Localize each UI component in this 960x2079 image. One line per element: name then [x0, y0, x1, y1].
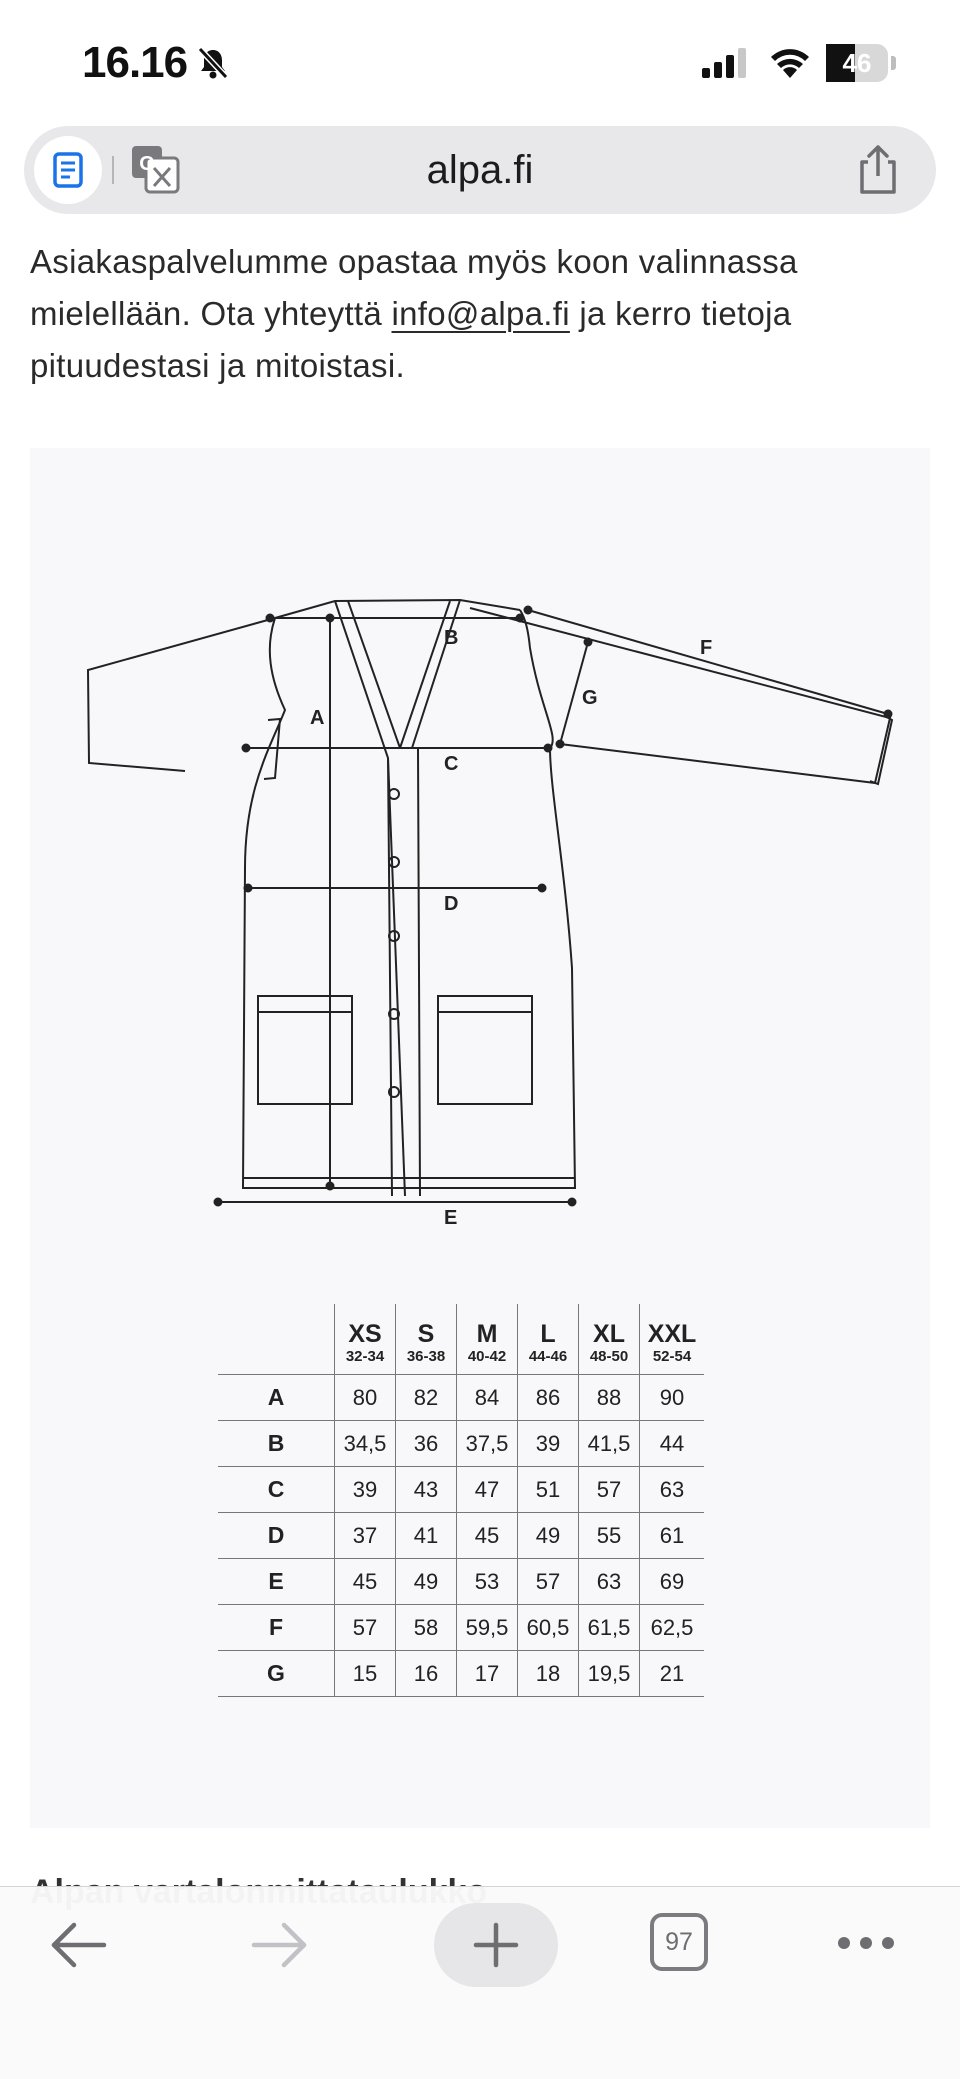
measure-value: 84: [457, 1375, 518, 1421]
measure-value: 88: [579, 1375, 640, 1421]
size-name: M: [476, 1320, 498, 1348]
section-heading: [30, 1866, 930, 1888]
measure-row-label: D: [218, 1513, 335, 1559]
size-range: 44-46: [528, 1348, 568, 1365]
size-column-header: [457, 1304, 518, 1375]
size-chart-figure: [30, 448, 930, 1828]
measure-row-label: G: [218, 1651, 335, 1697]
measure-value: 82: [396, 1375, 457, 1421]
reader-mode-button[interactable]: [34, 136, 102, 204]
measure-value: 39: [518, 1421, 579, 1467]
measure-value: 53: [457, 1559, 518, 1605]
measure-value: 49: [518, 1513, 579, 1559]
measure-value: 49: [396, 1559, 457, 1605]
measure-value: 69: [640, 1559, 705, 1605]
measure-value: 21: [640, 1651, 705, 1697]
battery-icon: [826, 44, 896, 82]
svg-text:G: G: [139, 153, 155, 175]
measure-label-f: F: [700, 637, 713, 659]
garment-diagram: [30, 448, 930, 1268]
measure-value: 41,5: [579, 1421, 640, 1467]
measure-value: 47: [457, 1467, 518, 1513]
collar: [335, 600, 460, 1196]
size-column-header: [640, 1304, 705, 1375]
table-row: [218, 1375, 704, 1421]
measure-value: 61: [640, 1513, 705, 1559]
forward-arrow-icon[interactable]: [248, 1917, 312, 1973]
size-column-header: [335, 1304, 396, 1375]
size-name: XXL: [647, 1320, 697, 1348]
measure-row-label: C: [218, 1467, 335, 1513]
new-tab-button[interactable]: [434, 1903, 558, 1987]
measure-label-d: D: [444, 893, 459, 915]
more-icon[interactable]: [836, 1933, 896, 1953]
measure-value: 36: [396, 1421, 457, 1467]
size-name: XL: [593, 1320, 625, 1348]
measure-value: 43: [396, 1467, 457, 1513]
table-row: [218, 1651, 704, 1697]
body-outline: [243, 610, 575, 1188]
button: [389, 857, 399, 867]
measure-value: 55: [579, 1513, 640, 1559]
reader-mode-icon: [52, 152, 84, 188]
measure-value: 44: [640, 1421, 705, 1467]
button: [389, 789, 399, 799]
table-row: [218, 1605, 704, 1651]
measure-value: 59,5: [457, 1605, 518, 1651]
table-row: [218, 1513, 704, 1559]
measure-value: 37: [335, 1513, 396, 1559]
measure-value: 57: [579, 1467, 640, 1513]
status-time: 16.16: [82, 38, 188, 87]
intro-text-end: ja kerro tietoja pituudestasi ja mitoistasi.: [30, 295, 792, 384]
measure-value: 63: [579, 1559, 640, 1605]
size-name: L: [540, 1320, 556, 1348]
measure-value: 45: [457, 1513, 518, 1559]
measure-value: 57: [518, 1559, 579, 1605]
size-column-header: [579, 1304, 640, 1375]
measure-value: 19,5: [579, 1651, 640, 1697]
size-name: S: [417, 1320, 435, 1348]
measure-value: 62,5: [640, 1605, 705, 1651]
back-arrow-icon[interactable]: [46, 1917, 110, 1973]
size-table: [218, 1304, 704, 1697]
size-range: 32-34: [345, 1348, 385, 1365]
measure-value: 80: [335, 1375, 396, 1421]
share-icon[interactable]: [854, 144, 902, 196]
status-bar: [0, 0, 960, 120]
measure-value: 58: [396, 1605, 457, 1651]
measure-row-label: E: [218, 1559, 335, 1605]
measure-label-b: B: [444, 627, 459, 649]
measure-value: 57: [335, 1605, 396, 1651]
size-range: 40-42: [467, 1348, 507, 1365]
measure-label-g: G: [582, 687, 598, 709]
measure-value: 34,5: [335, 1421, 396, 1467]
size-column-header: [518, 1304, 579, 1375]
address-bar[interactable]: [24, 126, 936, 214]
measure-value: 63: [640, 1467, 705, 1513]
measure-value: 17: [457, 1651, 518, 1697]
measure-label-e: E: [444, 1207, 458, 1229]
size-column-header: [396, 1304, 457, 1375]
cellular-signal-icon: [700, 46, 752, 80]
table-row: [218, 1559, 704, 1605]
measure-label-c: C: [444, 753, 459, 775]
measure-value: 45: [335, 1559, 396, 1605]
size-name: XS: [348, 1320, 382, 1348]
measure-value: 60,5: [518, 1605, 579, 1651]
address-bar-divider: [112, 156, 114, 184]
measure-value: 51: [518, 1467, 579, 1513]
table-row: [218, 1467, 704, 1513]
measure-value: 90: [640, 1375, 705, 1421]
measure-value: 16: [396, 1651, 457, 1697]
url-text[interactable]: alpa.fi: [426, 148, 534, 192]
plus-icon: [474, 1923, 518, 1967]
email-link[interactable]: info@alpa.fi: [391, 295, 570, 332]
measure-value: 39: [335, 1467, 396, 1513]
bell-slash-icon: [196, 46, 230, 80]
size-range: 48-50: [589, 1348, 629, 1365]
tabs-button[interactable]: 97: [650, 1913, 708, 1971]
size-range: 52-54: [652, 1348, 692, 1365]
table-corner: [218, 1304, 335, 1375]
battery-level: 46: [842, 48, 872, 78]
table-row: [218, 1421, 704, 1467]
wifi-icon: [768, 44, 812, 80]
measure-value: 86: [518, 1375, 579, 1421]
measure-row-label: F: [218, 1605, 335, 1651]
measure-label-a: A: [310, 707, 325, 729]
measure-value: 37,5: [457, 1421, 518, 1467]
measure-value: 41: [396, 1513, 457, 1559]
size-range: 36-38: [406, 1348, 446, 1365]
intro-text: Asiakaspalvelumme opastaa myös koon valinnassa mielellään. Ota yhteyttä: [30, 243, 798, 332]
translate-icon[interactable]: [130, 144, 180, 194]
bottom-toolbar: [0, 1886, 960, 2079]
measure-value: 15: [335, 1651, 396, 1697]
measure-row-label: B: [218, 1421, 335, 1467]
intro-paragraph: [30, 236, 930, 392]
measure-value: 61,5: [579, 1605, 640, 1651]
measure-value: 18: [518, 1651, 579, 1697]
measure-row-label: A: [218, 1375, 335, 1421]
